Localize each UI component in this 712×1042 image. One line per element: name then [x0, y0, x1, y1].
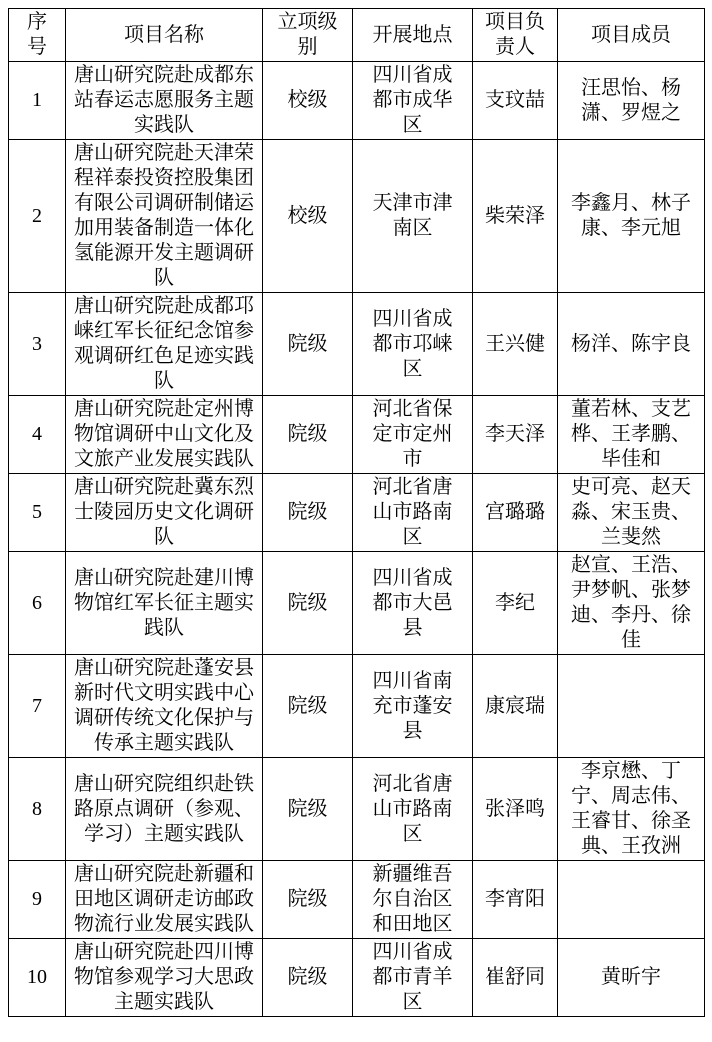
cell-level: 院级	[263, 293, 353, 396]
cell-location: 河北省唐山市路南区	[353, 474, 473, 552]
table-row	[9, 861, 705, 939]
cell-no: 1	[9, 62, 66, 140]
cell-leader: 柴荣泽	[473, 140, 558, 293]
cell-location: 天津市津南区	[353, 140, 473, 293]
cell-leader: 李纪	[473, 552, 558, 655]
cell-no: 10	[9, 939, 66, 1017]
table-row	[9, 552, 705, 655]
table-header-row	[9, 9, 705, 62]
cell-name: 唐山研究院赴建川博物馆红军长征主题实践队	[66, 552, 263, 655]
cell-location: 河北省唐山市路南区	[353, 758, 473, 861]
cell-location: 新疆维吾尔自治区和田地区	[353, 861, 473, 939]
table-row	[9, 293, 705, 396]
cell-name: 唐山研究院赴蓬安县新时代文明实践中心调研传统文化保护与传承主题实践队	[66, 655, 263, 758]
cell-no: 5	[9, 474, 66, 552]
cell-no: 2	[9, 140, 66, 293]
cell-location: 四川省成都市大邑县	[353, 552, 473, 655]
cell-level: 校级	[263, 140, 353, 293]
cell-leader: 宫璐璐	[473, 474, 558, 552]
cell-no: 4	[9, 396, 66, 474]
cell-level: 院级	[263, 758, 353, 861]
table-row	[9, 396, 705, 474]
column-header-no: 序号	[9, 9, 66, 62]
cell-no: 9	[9, 861, 66, 939]
cell-members: 黄昕宇	[558, 939, 705, 1017]
cell-location: 四川省成都市青羊区	[353, 939, 473, 1017]
cell-level: 院级	[263, 655, 353, 758]
cell-leader: 李天泽	[473, 396, 558, 474]
projects-table	[8, 8, 705, 1017]
cell-leader: 支玟喆	[473, 62, 558, 140]
column-header-level: 立项级别	[263, 9, 353, 62]
cell-level: 院级	[263, 552, 353, 655]
cell-no: 7	[9, 655, 66, 758]
cell-leader: 李宵阳	[473, 861, 558, 939]
cell-name: 唐山研究院赴成都邛崃红军长征纪念馆参观调研红色足迹实践队	[66, 293, 263, 396]
cell-leader: 康宸瑞	[473, 655, 558, 758]
table-row	[9, 758, 705, 861]
cell-location: 四川省南充市蓬安县	[353, 655, 473, 758]
cell-leader: 张泽鸣	[473, 758, 558, 861]
table-row	[9, 939, 705, 1017]
cell-name: 唐山研究院赴冀东烈士陵园历史文化调研队	[66, 474, 263, 552]
cell-no: 6	[9, 552, 66, 655]
cell-leader: 崔舒同	[473, 939, 558, 1017]
cell-level: 院级	[263, 861, 353, 939]
cell-no: 3	[9, 293, 66, 396]
table-row	[9, 62, 705, 140]
column-header-members: 项目成员	[558, 9, 705, 62]
cell-level: 院级	[263, 474, 353, 552]
cell-name: 唐山研究院赴成都东站春运志愿服务主题实践队	[66, 62, 263, 140]
cell-name: 唐山研究院赴定州博物馆调研中山文化及文旅产业发展实践队	[66, 396, 263, 474]
cell-name: 唐山研究院赴四川博物馆参观学习大思政主题实践队	[66, 939, 263, 1017]
cell-members	[558, 655, 705, 758]
cell-location: 四川省成都市邛崃区	[353, 293, 473, 396]
cell-location: 四川省成都市成华区	[353, 62, 473, 140]
cell-name: 唐山研究院组织赴铁路原点调研（参观、学习）主题实践队	[66, 758, 263, 861]
cell-members: 杨洋、陈宇良	[558, 293, 705, 396]
column-header-name: 项目名称	[66, 9, 263, 62]
table-row	[9, 140, 705, 293]
table-row	[9, 474, 705, 552]
cell-members: 董若林、支艺桦、王孝鹏、毕佳和	[558, 396, 705, 474]
table-row	[9, 655, 705, 758]
cell-level: 校级	[263, 62, 353, 140]
cell-no: 8	[9, 758, 66, 861]
cell-level: 院级	[263, 396, 353, 474]
cell-location: 河北省保定市定州市	[353, 396, 473, 474]
cell-level: 院级	[263, 939, 353, 1017]
cell-members: 李京懋、丁宁、周志伟、王睿甘、徐圣典、王孜洲	[558, 758, 705, 861]
cell-members	[558, 861, 705, 939]
cell-members: 李鑫月、林子康、李元旭	[558, 140, 705, 293]
cell-leader: 王兴健	[473, 293, 558, 396]
cell-members: 史可亮、赵天淼、宋玉贵、兰斐然	[558, 474, 705, 552]
cell-name: 唐山研究院赴新疆和田地区调研走访邮政物流行业发展实践队	[66, 861, 263, 939]
column-header-location: 开展地点	[353, 9, 473, 62]
column-header-leader: 项目负责人	[473, 9, 558, 62]
cell-members: 赵宣、王浩、尹梦帆、张梦迪、李丹、徐佳	[558, 552, 705, 655]
cell-members: 汪思怡、杨潇、罗煜之	[558, 62, 705, 140]
cell-name: 唐山研究院赴天津荣程祥泰投资控股集团有限公司调研制储运加用装备制造一体化氢能源开发主题调研队	[66, 140, 263, 293]
